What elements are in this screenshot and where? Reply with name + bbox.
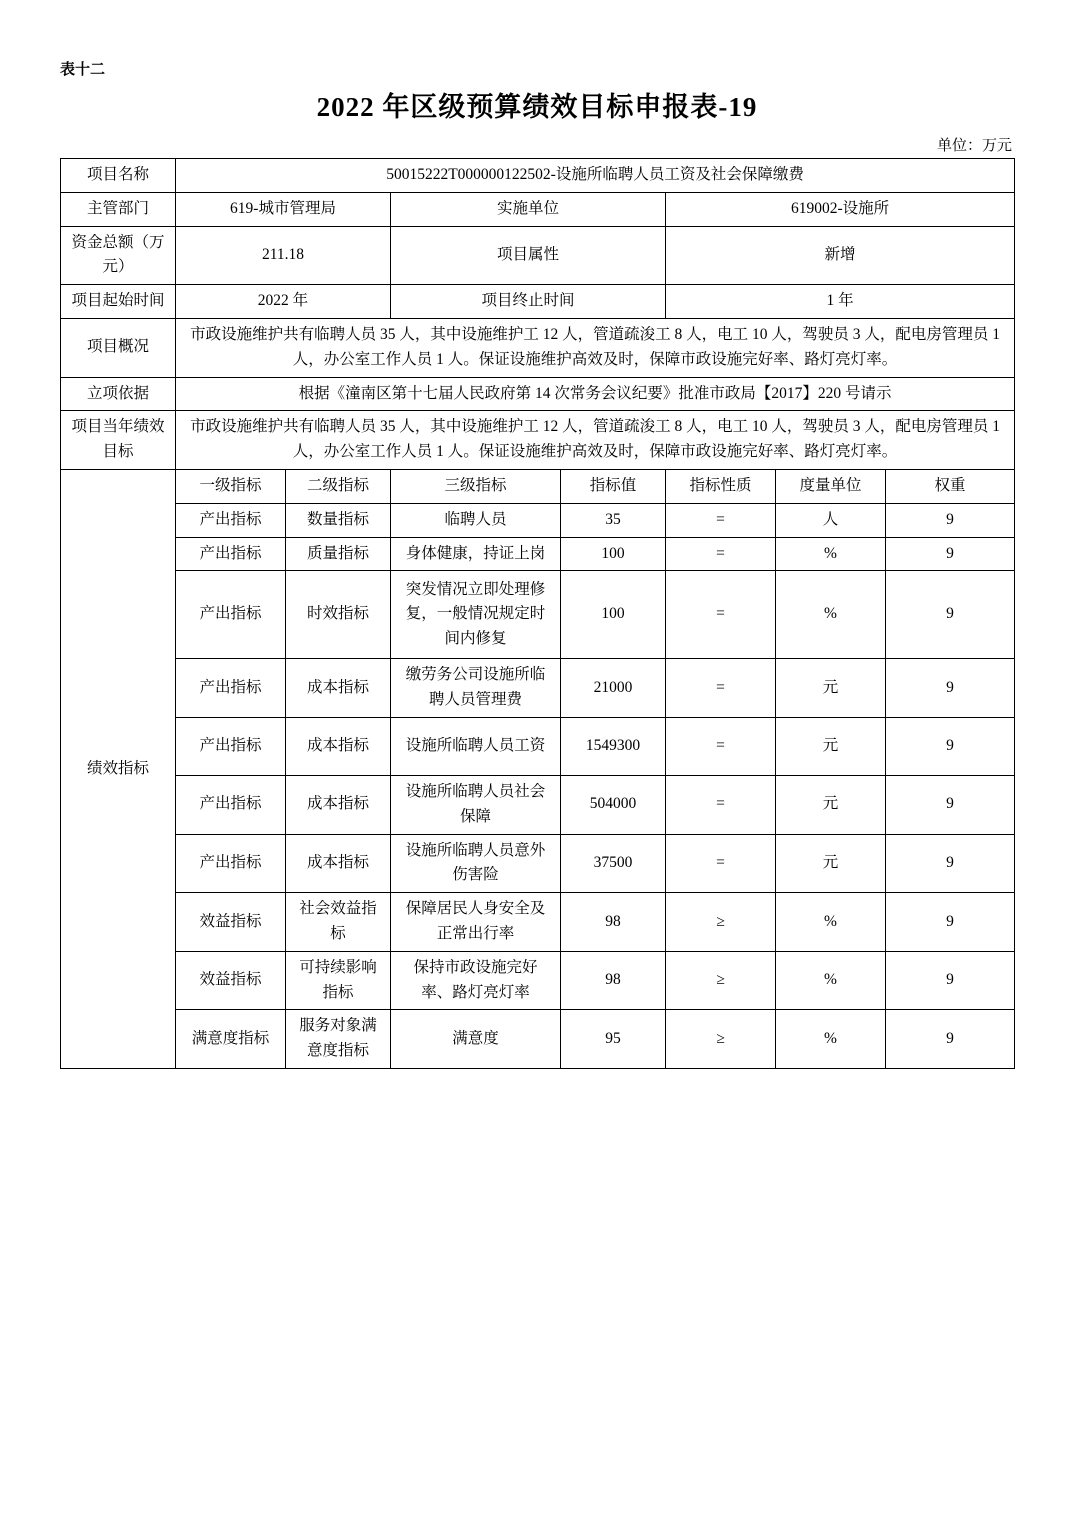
indicator-weight: 9 bbox=[886, 659, 1015, 718]
indicator-unit: 元 bbox=[776, 659, 886, 718]
indicator-level2: 成本指标 bbox=[286, 717, 391, 775]
indicator-weight: 9 bbox=[886, 503, 1015, 537]
indicators-section-label: 绩效指标 bbox=[61, 469, 176, 1068]
indicator-level1: 产出指标 bbox=[176, 717, 286, 775]
indicator-level3: 设施所临聘人员意外伤害险 bbox=[391, 834, 561, 893]
indicator-value: 1549300 bbox=[561, 717, 666, 775]
row-total-fund bbox=[61, 226, 1015, 285]
row-project-name bbox=[61, 159, 1015, 193]
indicator-weight: 9 bbox=[886, 537, 1015, 571]
attribute-label: 项目属性 bbox=[391, 226, 666, 285]
indicator-level3: 突发情况立即处理修复，一般情况规定时间内修复 bbox=[391, 571, 561, 659]
indicator-row bbox=[61, 1010, 1015, 1069]
indicator-header-row bbox=[61, 469, 1015, 503]
indicator-nature: ≥ bbox=[666, 951, 776, 1010]
impl-unit-label: 实施单位 bbox=[391, 192, 666, 226]
dept-value: 619-城市管理局 bbox=[176, 192, 391, 226]
header-level1: 一级指标 bbox=[176, 469, 286, 503]
header-level2: 二级指标 bbox=[286, 469, 391, 503]
indicator-value: 21000 bbox=[561, 659, 666, 718]
project-name-label: 项目名称 bbox=[61, 159, 176, 193]
indicator-level1: 产出指标 bbox=[176, 571, 286, 659]
start-time-label: 项目起始时间 bbox=[61, 285, 176, 319]
indicator-level2: 成本指标 bbox=[286, 775, 391, 834]
indicator-nature: = bbox=[666, 659, 776, 718]
indicator-nature: = bbox=[666, 775, 776, 834]
unit-note: 单位：万元 bbox=[936, 138, 1012, 154]
indicator-nature: ≥ bbox=[666, 893, 776, 952]
end-time-value: 1 年 bbox=[666, 285, 1015, 319]
indicator-weight: 9 bbox=[886, 1010, 1015, 1069]
header-value: 指标值 bbox=[561, 469, 666, 503]
indicator-level2: 成本指标 bbox=[286, 659, 391, 718]
end-time-label: 项目终止时间 bbox=[391, 285, 666, 319]
indicator-value: 100 bbox=[561, 537, 666, 571]
indicator-row bbox=[61, 537, 1015, 571]
indicator-weight: 9 bbox=[886, 717, 1015, 775]
indicator-level3: 保持市政设施完好率、路灯亮灯率 bbox=[391, 951, 561, 1010]
indicator-level2: 成本指标 bbox=[286, 834, 391, 893]
indicator-row bbox=[61, 571, 1015, 659]
indicator-value: 98 bbox=[561, 893, 666, 952]
indicator-unit: 元 bbox=[776, 775, 886, 834]
basis-label: 立项依据 bbox=[61, 377, 176, 411]
indicator-unit: % bbox=[776, 893, 886, 952]
indicator-level1: 效益指标 bbox=[176, 893, 286, 952]
indicator-level1: 产出指标 bbox=[176, 537, 286, 571]
indicator-row bbox=[61, 834, 1015, 893]
indicator-unit: % bbox=[776, 537, 886, 571]
indicator-level1: 产出指标 bbox=[176, 775, 286, 834]
start-time-value: 2022 年 bbox=[176, 285, 391, 319]
indicator-weight: 9 bbox=[886, 775, 1015, 834]
overview-value: 市政设施维护共有临聘人员 35 人，其中设施维护工 12 人，管道疏浚工 8 人，电工 10 人，驾驶员 3 人，配电房管理员 1 人，办公室工作人员 1 人。保证设施维护高效及时，保障市政设施完好率、路灯亮灯率。 bbox=[176, 318, 1015, 377]
indicator-level1: 满意度指标 bbox=[176, 1010, 286, 1069]
indicator-level3: 设施所临聘人员工资 bbox=[391, 717, 561, 775]
indicator-level1: 效益指标 bbox=[176, 951, 286, 1010]
project-name-value: 50015222T000000122502-设施所临聘人员工资及社会保障缴费 bbox=[176, 159, 1015, 193]
indicator-unit: % bbox=[776, 571, 886, 659]
indicator-unit: 人 bbox=[776, 503, 886, 537]
indicator-nature: = bbox=[666, 503, 776, 537]
annual-goal-label: 项目当年绩效目标 bbox=[61, 411, 176, 470]
indicator-value: 35 bbox=[561, 503, 666, 537]
indicator-unit: % bbox=[776, 951, 886, 1010]
indicator-level3: 缴劳务公司设施所临聘人员管理费 bbox=[391, 659, 561, 718]
total-fund-label: 资金总额（万元） bbox=[61, 226, 176, 285]
annual-goal-value: 市政设施维护共有临聘人员 35 人，其中设施维护工 12 人，管道疏浚工 8 人，电工 10 人，驾驶员 3 人，配电房管理员 1 人，办公室工作人员 1 人。保证设施维护高效及时，保障市政设施完好率、路灯亮灯率。 bbox=[176, 411, 1015, 470]
indicator-level3: 设施所临聘人员社会保障 bbox=[391, 775, 561, 834]
indicator-value: 98 bbox=[561, 951, 666, 1010]
row-basis bbox=[61, 377, 1015, 411]
indicator-level1: 产出指标 bbox=[176, 659, 286, 718]
indicator-level2: 服务对象满意度指标 bbox=[286, 1010, 391, 1069]
corner-label: 表十二 bbox=[60, 62, 106, 78]
indicator-weight: 9 bbox=[886, 893, 1015, 952]
indicator-level3: 满意度 bbox=[391, 1010, 561, 1069]
indicator-level2: 质量指标 bbox=[286, 537, 391, 571]
page-title: 2022 年区级预算绩效目标申报表-19 bbox=[316, 92, 758, 122]
basis-value: 根据《潼南区第十七届人民政府第 14 次常务会议纪要》批准市政局【2017】220 号请示 bbox=[176, 377, 1015, 411]
dept-label: 主管部门 bbox=[61, 192, 176, 226]
header-unit: 度量单位 bbox=[776, 469, 886, 503]
indicator-level2: 数量指标 bbox=[286, 503, 391, 537]
indicator-value: 95 bbox=[561, 1010, 666, 1069]
indicator-value: 100 bbox=[561, 571, 666, 659]
indicator-row bbox=[61, 951, 1015, 1010]
header-weight: 权重 bbox=[886, 469, 1015, 503]
indicator-row bbox=[61, 503, 1015, 537]
overview-label: 项目概况 bbox=[61, 318, 176, 377]
indicator-nature: = bbox=[666, 537, 776, 571]
indicator-unit: % bbox=[776, 1010, 886, 1069]
indicator-value: 37500 bbox=[561, 834, 666, 893]
row-dept bbox=[61, 192, 1015, 226]
indicator-level2: 社会效益指标 bbox=[286, 893, 391, 952]
header-nature: 指标性质 bbox=[666, 469, 776, 503]
indicator-level2: 时效指标 bbox=[286, 571, 391, 659]
indicator-weight: 9 bbox=[886, 571, 1015, 659]
indicator-unit: 元 bbox=[776, 717, 886, 775]
attribute-value: 新增 bbox=[666, 226, 1015, 285]
budget-performance-table bbox=[60, 158, 1015, 1069]
indicator-nature: ≥ bbox=[666, 1010, 776, 1069]
indicator-row bbox=[61, 659, 1015, 718]
indicator-nature: = bbox=[666, 571, 776, 659]
indicator-level1: 产出指标 bbox=[176, 503, 286, 537]
indicator-nature: = bbox=[666, 834, 776, 893]
indicator-row bbox=[61, 893, 1015, 952]
row-annual-goal bbox=[61, 411, 1015, 470]
indicator-level3: 临聘人员 bbox=[391, 503, 561, 537]
indicator-weight: 9 bbox=[886, 951, 1015, 1010]
impl-unit-value: 619002-设施所 bbox=[666, 192, 1015, 226]
header-level3: 三级指标 bbox=[391, 469, 561, 503]
indicator-unit: 元 bbox=[776, 834, 886, 893]
indicator-row bbox=[61, 717, 1015, 775]
indicator-level3: 保障居民人身安全及正常出行率 bbox=[391, 893, 561, 952]
total-fund-value: 211.18 bbox=[176, 226, 391, 285]
indicator-nature: = bbox=[666, 717, 776, 775]
indicator-level1: 产出指标 bbox=[176, 834, 286, 893]
indicator-value: 504000 bbox=[561, 775, 666, 834]
indicator-level2: 可持续影响指标 bbox=[286, 951, 391, 1010]
row-overview bbox=[61, 318, 1015, 377]
indicator-weight: 9 bbox=[886, 834, 1015, 893]
indicator-row bbox=[61, 775, 1015, 834]
row-time bbox=[61, 285, 1015, 319]
indicator-level3: 身体健康，持证上岗 bbox=[391, 537, 561, 571]
